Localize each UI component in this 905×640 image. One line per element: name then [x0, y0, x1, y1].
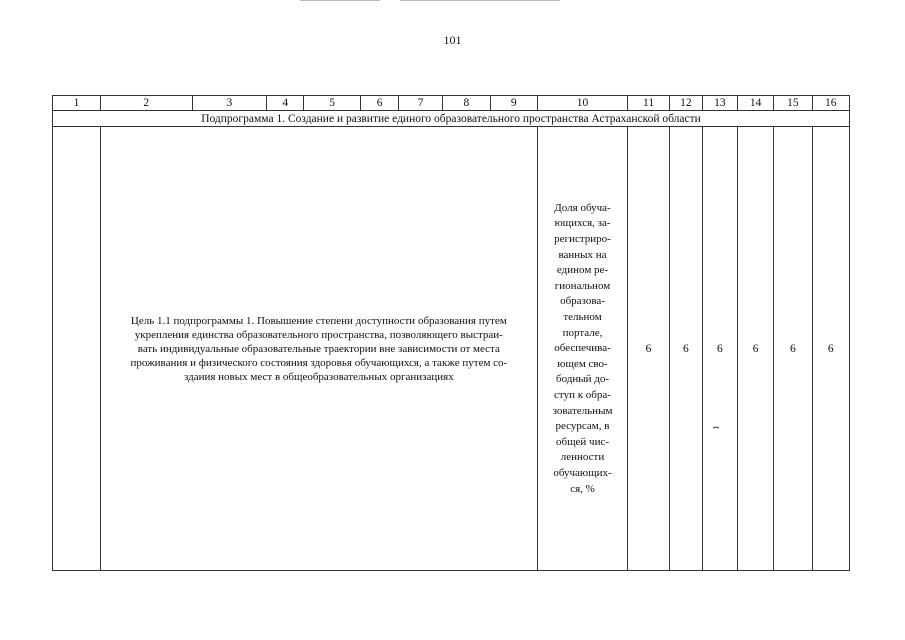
column-number: 1: [53, 96, 101, 111]
indicator-line: регистриро-: [554, 233, 611, 246]
column-number: 13: [702, 96, 737, 111]
column-number: 8: [442, 96, 490, 111]
column-number: 4: [267, 96, 304, 111]
column-number: 11: [628, 96, 670, 111]
value-cell: 6: [738, 127, 774, 571]
top-edge-line: [400, 0, 560, 1]
indicator-line: ся, %: [570, 482, 595, 495]
indicator-line: образова-: [560, 295, 605, 308]
top-edge-line: [300, 0, 380, 1]
pen-mark-glyph: [713, 425, 719, 431]
indicator-line: ресурсам, в: [555, 420, 610, 433]
indicator-line: ступ к обра-: [554, 388, 611, 401]
value-cell: 6: [628, 127, 670, 571]
indicator-line: ющихся, за-: [554, 217, 611, 230]
column-number: 2: [100, 96, 192, 111]
goal-text: [101, 314, 537, 384]
indicator-line: обучающих-: [553, 466, 612, 479]
empty-cell: [53, 127, 101, 571]
goal-cell: [100, 127, 537, 571]
subprogram-title: Подпрограмма 1. Создание и развитие единого образовательного пространства Астраханской области: [53, 111, 850, 127]
column-number: 16: [812, 96, 849, 111]
indicator-line: ванных на: [558, 248, 607, 261]
column-number: 10: [537, 96, 628, 111]
column-number: 6: [360, 96, 398, 111]
column-number: 14: [738, 96, 774, 111]
program-table: [52, 95, 850, 571]
indicator-line: обеспечива-: [554, 342, 611, 355]
value-cell: 6: [669, 127, 702, 571]
indicator-line: гиональном: [554, 279, 611, 292]
goal-line: вать индивидуальные образовательные траектории вне зависимости от места: [137, 342, 500, 355]
indicator-line: зовательным: [552, 404, 613, 417]
indicator-line: общей чис-: [555, 435, 610, 448]
column-number: 5: [304, 96, 360, 111]
goal-line: Цель 1.1 подпрограммы 1. Повышение степени доступности образования путем: [130, 314, 507, 327]
indicator-line: тельном: [563, 311, 602, 324]
subprogram-row: [53, 111, 850, 127]
pen-mark: [713, 425, 719, 431]
column-number: 7: [399, 96, 443, 111]
indicator-line: ющем сво-: [557, 357, 608, 370]
indicator-text: [538, 200, 628, 497]
goal-row: [53, 127, 850, 571]
column-number: 9: [490, 96, 537, 111]
page-number: 101: [443, 33, 462, 47]
value-cell: 6: [812, 127, 849, 571]
indicator-line: бодный до-: [555, 373, 610, 386]
indicator-cell: [537, 127, 628, 571]
goal-line: здания новых мест в общеобразовательных организациях: [183, 370, 454, 383]
column-number: 3: [192, 96, 267, 111]
indicator-line: портале,: [562, 326, 603, 339]
value-cell: 6: [774, 127, 812, 571]
indicator-line: ленности: [560, 451, 605, 464]
indicator-line: Доля обуча-: [554, 201, 611, 214]
column-number: 12: [669, 96, 702, 111]
indicator-line: едином ре-: [556, 264, 609, 277]
column-number-row: [53, 96, 850, 111]
goal-line: укрепления единства образовательного пространства, позволяющего выстраи-: [134, 328, 503, 341]
value-cell: 6: [702, 127, 737, 571]
goal-line: проживания и физического состояния здоровья обучающихся, а также путем со-: [130, 356, 508, 369]
column-number: 15: [774, 96, 812, 111]
